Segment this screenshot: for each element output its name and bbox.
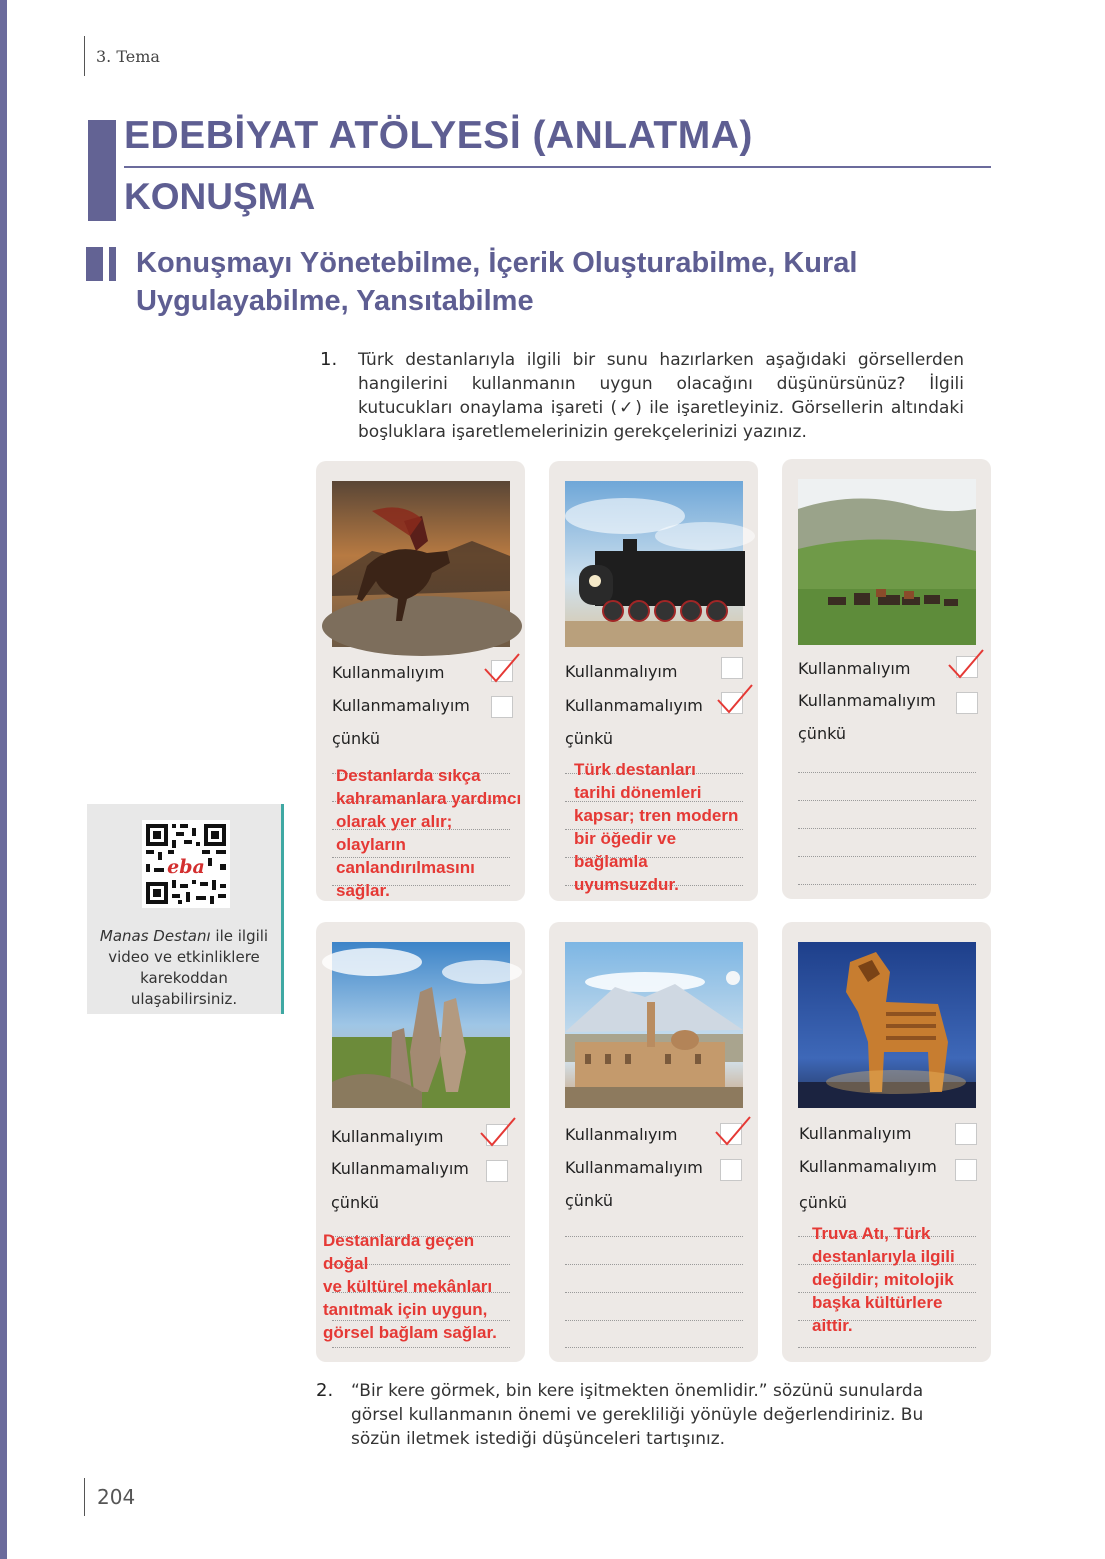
qr-code[interactable] bbox=[142, 820, 230, 908]
fairy-chimneys-image bbox=[332, 942, 510, 1108]
header-rule bbox=[84, 36, 85, 76]
option-not-use-label: Kullanmamalıyım bbox=[332, 696, 470, 715]
section-title: Konuşmayı Yönetebilme, İçerik Oluşturabilme, Kural Uygulayabilme, Yansıtabilme bbox=[136, 247, 858, 317]
image-card-1 bbox=[316, 461, 525, 901]
checkbox-use[interactable] bbox=[721, 657, 743, 679]
page-subtitle: KONUŞMA bbox=[124, 176, 316, 217]
because-label: çünkü bbox=[331, 1193, 379, 1212]
section-accent-bar-thin bbox=[109, 247, 116, 281]
checkbox-not-use[interactable] bbox=[486, 1160, 508, 1182]
qr-caption-title: Manas Destanı bbox=[99, 927, 211, 945]
because-label: çünkü bbox=[798, 724, 846, 743]
checkmark-icon bbox=[946, 647, 986, 681]
page-edge-stripe bbox=[0, 0, 7, 1559]
checkmark-icon bbox=[713, 1114, 753, 1148]
option-use-label: Kullanmalıyım bbox=[799, 1124, 912, 1143]
option-use-label: Kullanmalıyım bbox=[331, 1127, 444, 1146]
section-accent-bar bbox=[86, 247, 103, 281]
image-card-5 bbox=[549, 922, 758, 1362]
qr-caption-text: ile ilgili video ve etkinliklere karekoddan ulaşabilirsiniz. bbox=[108, 927, 269, 1008]
checkbox-not-use[interactable] bbox=[720, 1159, 742, 1181]
image-card-3 bbox=[782, 459, 991, 899]
checkbox-not-use[interactable] bbox=[491, 696, 513, 718]
option-not-use-label: Kullanmamalıyım bbox=[331, 1159, 469, 1178]
because-label: çünkü bbox=[565, 1191, 613, 1210]
steam-train-image bbox=[565, 481, 743, 647]
because-label: çünkü bbox=[799, 1193, 847, 1212]
checkmark-icon bbox=[478, 1115, 518, 1149]
image-card-4 bbox=[316, 922, 525, 1362]
question-2-number: 2. bbox=[316, 1380, 334, 1401]
title-divider bbox=[124, 166, 991, 168]
page-title: EDEBİYAT ATÖLYESİ (ANLATMA) bbox=[124, 114, 753, 157]
horse-warrior-image bbox=[332, 481, 510, 647]
answer-text[interactable]: Truva Atı, Türk destanlarıyla ilgili değildir; mitolojik başka kültürlere aittir. bbox=[812, 1224, 955, 1335]
option-not-use-label: Kullanmamalıyım bbox=[565, 696, 703, 715]
title-accent-bar bbox=[88, 120, 116, 221]
eba-logo: eba bbox=[167, 856, 205, 878]
answer-line bbox=[565, 1347, 743, 1348]
answer-text[interactable] bbox=[569, 1227, 755, 1347]
checkbox-use[interactable] bbox=[955, 1123, 977, 1145]
theme-label: 3. Tema bbox=[96, 47, 160, 66]
because-label: çünkü bbox=[565, 729, 613, 748]
option-not-use-label: Kullanmamalıyım bbox=[565, 1158, 703, 1177]
checkmark-icon bbox=[482, 651, 522, 685]
page-number: 204 bbox=[97, 1485, 136, 1509]
because-label: çünkü bbox=[332, 729, 380, 748]
answer-text[interactable]: Destanlarda geçen doğal ve kültürel mekânları tanıtmak için uygun, görsel bağlam sağlar. bbox=[323, 1231, 497, 1342]
checkbox-not-use[interactable] bbox=[956, 692, 978, 714]
image-card-2 bbox=[549, 461, 758, 901]
image-card-6 bbox=[782, 922, 991, 1362]
checkmark-icon bbox=[715, 682, 755, 716]
option-use-label: Kullanmalıyım bbox=[798, 659, 911, 678]
answer-text[interactable]: Türk destanları tarihi dönemleri kapsar; tren modern bir öğedir ve bağlamla uyumsuzdur. bbox=[574, 760, 739, 894]
ishak-pasha-palace-image bbox=[565, 942, 743, 1108]
qr-panel-accent bbox=[281, 804, 284, 1014]
answer-text[interactable]: Destanlarda sıkça kahramanlara yardımcı olarak yer alır; olayların canlandırılmasını sağlar. bbox=[336, 766, 522, 900]
trojan-horse-image bbox=[798, 942, 976, 1108]
qr-caption bbox=[87, 926, 281, 1010]
checkbox-not-use[interactable] bbox=[955, 1159, 977, 1181]
option-use-label: Kullanmalıyım bbox=[332, 663, 445, 682]
option-not-use-label: Kullanmamalıyım bbox=[798, 691, 936, 710]
question-1-number: 1. bbox=[320, 349, 338, 370]
answer-line bbox=[332, 1347, 510, 1348]
steppe-caravan-image bbox=[798, 479, 976, 645]
question-2-text: “Bir kere görmek, bin kere işitmekten önemlidir.” sözünü sunularda görsel kullanmanın önemi ve gerekliliği yönüyle değerlendiriniz. Bu sözün iletmek istediği düşünceleri tartışınız. bbox=[351, 1381, 924, 1449]
option-use-label: Kullanmalıyım bbox=[565, 1125, 678, 1144]
option-use-label: Kullanmalıyım bbox=[565, 662, 678, 681]
option-not-use-label: Kullanmamalıyım bbox=[799, 1157, 937, 1176]
answer-text[interactable] bbox=[802, 762, 988, 892]
question-1-text: Türk destanlarıyla ilgili bir sunu hazırlarken aşağıdaki görsellerden hangilerini kullanmanın uygun olacağını düşünürsünüz? İlgili kutucukları onaylama işareti (✓) ile işaretleyiniz. Görsellerin altındaki boşluklara işaretlemelerinizin gerekçelerinizi yazınız. bbox=[358, 350, 964, 442]
footer-rule bbox=[84, 1478, 85, 1516]
answer-line bbox=[798, 1347, 976, 1348]
